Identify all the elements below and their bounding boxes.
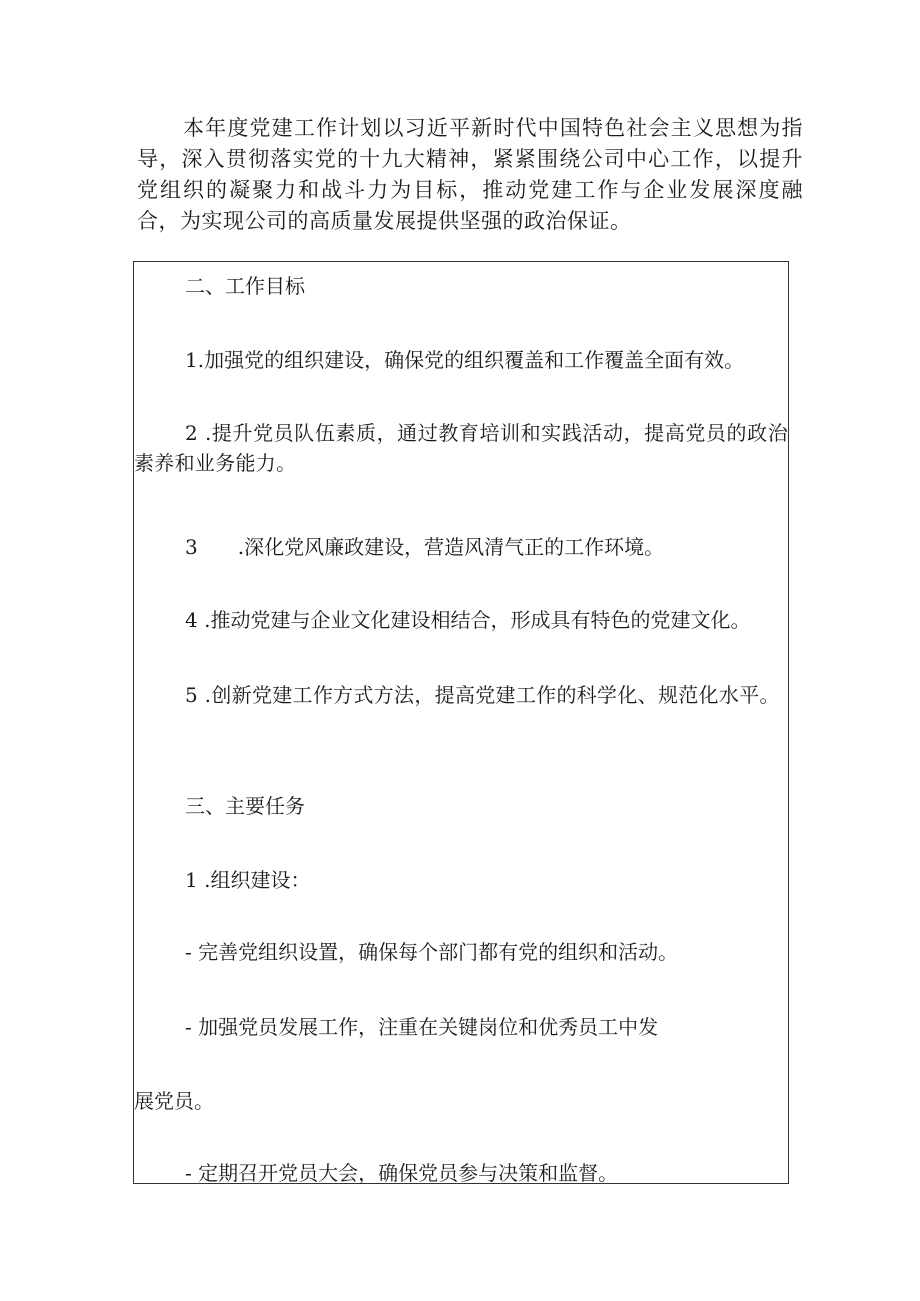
goal-item-5: 5 .创新党建工作方式方法，提高党建工作的科学化、规范化水平。 [185,683,780,707]
task-bullet-1: - 完善党组织设置，确保每个部门都有党的组织和活动。 [185,940,679,964]
goal-item-3-number: 3 [185,535,198,559]
content-box [133,261,789,1184]
task-bullet-2-continuation: 展党员。 [134,1089,214,1113]
goal-item-2: 2 .提升党员队伍素质，通过教育培训和实践活动，提高党员的政治素养和业务能力。 [134,421,788,475]
goal-item-3-text: .深化党风廉政建设，营造风清气正的工作环境。 [237,535,665,559]
task-bullet-3: - 定期召开党员大会，确保党员参与决策和监督。 [185,1161,619,1185]
section-heading-tasks: 三、主要任务 [185,794,305,818]
section-heading-goals: 二、工作目标 [185,274,305,298]
goal-item-4: 4 .推动党建与企业文化建设相结合，形成具有特色的党建文化。 [185,608,751,632]
task-title-organization: 1 .组织建设： [185,868,311,892]
intro-paragraph: 本年度党建工作计划以习近平新时代中国特色社会主义思想为指导，深入贯彻落实党的十九大精神，紧紧围绕公司中心工作，以提升党组织的凝聚力和战斗力为目标，推动党建工作与企业发展深度融合，为实现公司的高质量发展提供坚强的政治保证。 [137,116,803,233]
task-bullet-2: - 加强党员发展工作，注重在关键岗位和优秀员工中发 [185,1015,659,1039]
goal-item-1: 1.加强党的组织建设，确保党的组织覆盖和工作覆盖全面有效。 [185,348,745,372]
goal-item-3 [134,532,788,562]
